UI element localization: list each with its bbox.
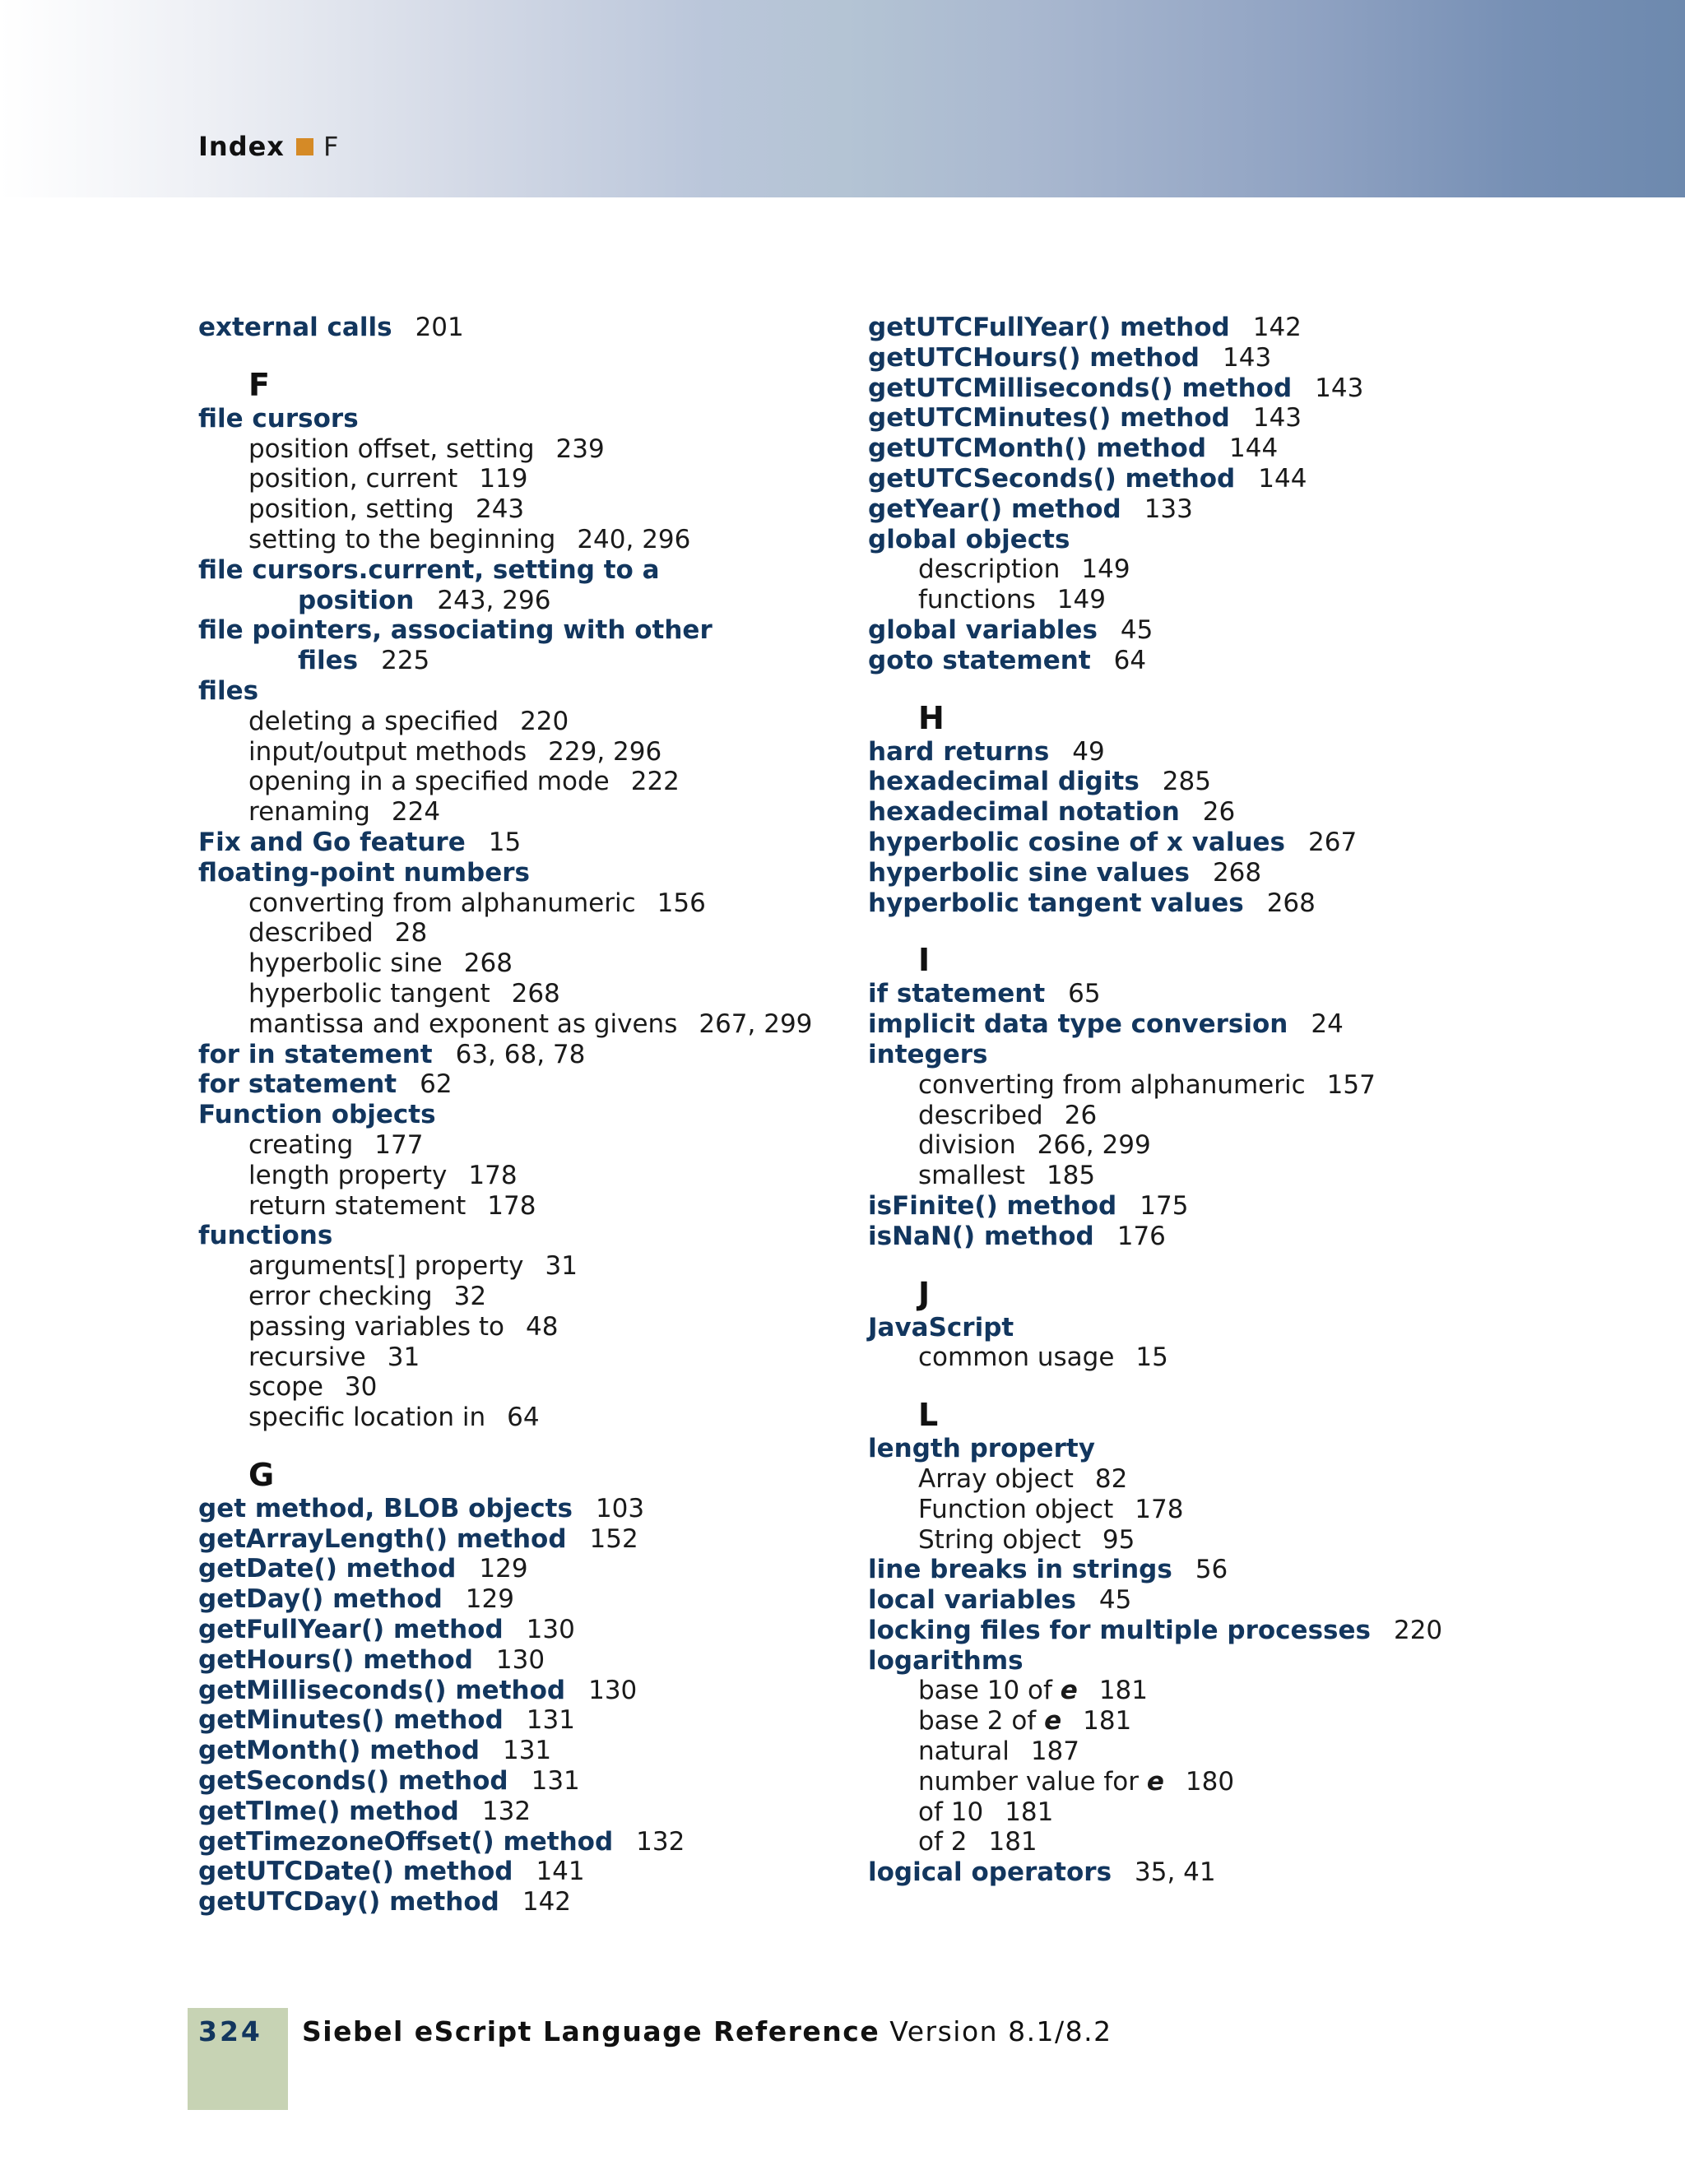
page-refs[interactable]: 149 <box>1056 585 1106 615</box>
page-refs[interactable]: 157 <box>1326 1069 1376 1100</box>
index-term[interactable]: getUTCMilliseconds() method <box>868 373 1293 403</box>
index-term[interactable]: hard returns <box>868 736 1050 767</box>
index-entry <box>868 1585 1608 1616</box>
page-refs[interactable]: 181 <box>1083 1706 1132 1737</box>
subentry-text: position, setting <box>248 494 454 525</box>
page-refs[interactable]: 268 <box>1266 888 1316 918</box>
page-refs[interactable]: 141 <box>536 1857 585 1887</box>
index-entry <box>868 1040 1608 1070</box>
section-letter-j: J <box>918 1275 931 1312</box>
index-subentry <box>198 1342 840 1373</box>
page-refs[interactable]: 48 <box>525 1311 559 1342</box>
index-entry <box>198 1766 840 1797</box>
index-term[interactable]: getUTCDate() method <box>198 1857 513 1887</box>
header-banner <box>0 0 1685 197</box>
index-term[interactable]: getFullYear() method <box>198 1615 504 1645</box>
index-term[interactable]: isNaN() method <box>868 1221 1094 1251</box>
book-title: Siebel eScript Language Reference <box>302 2015 880 2047</box>
subentry-text: input/output methods <box>248 736 527 767</box>
index-term[interactable]: file cursors.current, setting to a <box>198 554 660 585</box>
footer-book-info <box>302 2015 1112 2047</box>
subentry-text: natural <box>918 1737 1010 1767</box>
index-term[interactable]: getTimezoneOffset() method <box>198 1826 614 1857</box>
index-subentry <box>198 767 840 797</box>
page-refs[interactable]: 32 <box>453 1281 487 1311</box>
index-subentry <box>868 1797 1608 1828</box>
index-term[interactable]: hyperbolic tangent values <box>868 888 1244 918</box>
page-refs[interactable]: 178 <box>487 1190 536 1221</box>
index-term[interactable]: global variables <box>868 614 1098 645</box>
page-refs[interactable]: 156 <box>657 888 706 918</box>
index-entry <box>868 1616 1608 1646</box>
index-subentry <box>198 918 840 948</box>
index-entry <box>868 494 1608 525</box>
index-term[interactable]: logical operators <box>868 1857 1112 1888</box>
index-entry <box>198 1705 840 1736</box>
index-entry <box>198 1494 840 1524</box>
page-refs[interactable]: 266, 299 <box>1037 1130 1151 1161</box>
index-entry <box>868 888 1608 919</box>
index-subentry <box>868 1676 1608 1706</box>
index-subentry <box>198 494 840 525</box>
index-subentry <box>868 1161 1608 1191</box>
subentry-text: converting from alphanumeric <box>918 1069 1306 1100</box>
section-letter-f: F <box>248 366 270 403</box>
index-subentry <box>868 1706 1608 1737</box>
index-subentry <box>198 1403 840 1433</box>
page-refs[interactable]: 56 <box>1195 1555 1228 1585</box>
index-term[interactable]: for statement <box>198 1069 397 1100</box>
index-term[interactable]: Fix and Go feature <box>198 827 466 857</box>
subentry-text: specific location in <box>248 1403 486 1433</box>
index-entry <box>868 434 1608 464</box>
page-refs[interactable]: 180 <box>1185 1766 1235 1797</box>
index-subentry <box>198 948 840 979</box>
page-refs[interactable]: 181 <box>988 1827 1037 1857</box>
index-subentry <box>198 1191 840 1222</box>
subentry-text: common usage <box>918 1342 1115 1373</box>
index-subentry <box>868 1130 1608 1161</box>
index-entry <box>868 646 1608 676</box>
index-entry <box>198 1524 840 1555</box>
index-term[interactable]: getUTCFullYear() method <box>868 313 1230 342</box>
index-term[interactable]: goto statement <box>868 645 1091 675</box>
index-term[interactable]: getMonth() method <box>198 1736 480 1766</box>
index-entry <box>198 555 840 586</box>
index-entry <box>198 1615 840 1645</box>
page-refs[interactable]: 130 <box>495 1644 545 1675</box>
page-refs[interactable]: 24 <box>1311 1009 1344 1040</box>
index-term[interactable]: length property <box>868 1434 1095 1464</box>
index-entry <box>868 373 1608 404</box>
page-refs[interactable]: 178 <box>1135 1494 1184 1524</box>
math-e-symbol: e <box>1146 1766 1164 1797</box>
index-entry <box>868 858 1608 888</box>
index-entry <box>198 615 840 646</box>
index-entry <box>198 1857 840 1887</box>
page-refs[interactable]: 28 <box>394 918 428 948</box>
subentry-text: arguments[] property <box>248 1251 524 1282</box>
index-term[interactable]: hyperbolic cosine of x values <box>868 827 1285 857</box>
subentry-text: converting from alphanumeric <box>248 888 636 918</box>
page-refs[interactable]: 131 <box>526 1705 575 1736</box>
index-entry <box>868 1313 1608 1343</box>
index-subentry <box>198 888 840 919</box>
index-column-left <box>198 313 840 1917</box>
index-subentry <box>868 1101 1608 1131</box>
index-entry <box>198 1221 840 1251</box>
index-entry <box>198 1069 840 1100</box>
index-entry <box>198 1040 840 1070</box>
subentry-text: number value for <box>918 1766 1139 1797</box>
index-subentry <box>198 1251 840 1282</box>
page-refs[interactable]: 130 <box>588 1675 638 1705</box>
index-entry <box>198 1797 840 1827</box>
page-refs[interactable]: 63, 68, 78 <box>455 1039 586 1069</box>
subentry-text: of 2 <box>918 1827 968 1857</box>
index-term[interactable]: local variables <box>868 1585 1076 1616</box>
index-subentry <box>868 1464 1608 1495</box>
page-refs[interactable]: 45 <box>1098 1585 1132 1616</box>
page-refs[interactable]: 143 <box>1252 403 1302 434</box>
index-subentry <box>198 525 840 555</box>
subentry-text: mantissa and exponent as givens <box>248 1009 678 1039</box>
section-letter-g: G <box>248 1456 275 1493</box>
page-refs[interactable]: 144 <box>1229 434 1279 464</box>
index-term[interactable]: getUTCMonth() method <box>868 434 1207 464</box>
subentry-text: String object <box>918 1524 1081 1555</box>
index-entry <box>868 1555 1608 1585</box>
page-refs[interactable]: 129 <box>465 1584 514 1615</box>
page-refs[interactable]: 177 <box>374 1129 424 1160</box>
subentry-text: hyperbolic sine <box>248 948 443 979</box>
index-term[interactable]: getYear() method <box>868 494 1121 524</box>
page-refs[interactable]: 129 <box>479 1554 528 1584</box>
page-refs[interactable]: 268 <box>511 978 560 1009</box>
subentry-text: smallest <box>918 1161 1025 1191</box>
index-term[interactable]: logarithms <box>868 1645 1024 1676</box>
page-refs[interactable]: 65 <box>1068 979 1101 1009</box>
page-refs[interactable]: 239 <box>555 434 605 464</box>
page-refs[interactable]: 131 <box>502 1736 552 1766</box>
index-entry <box>868 737 1608 767</box>
index-term[interactable]: hexadecimal notation <box>868 797 1180 828</box>
index-subentry <box>198 737 840 767</box>
page-refs[interactable]: 62 <box>420 1069 453 1100</box>
index-term[interactable]: file cursors <box>198 403 359 434</box>
page-refs[interactable]: 130 <box>526 1615 575 1645</box>
index-term[interactable]: integers <box>868 1039 988 1069</box>
index-entry <box>868 313 1608 343</box>
breadcrumb <box>198 130 338 163</box>
page-refs[interactable]: 268 <box>1212 857 1262 888</box>
index-entry <box>868 1009 1608 1040</box>
page-refs[interactable]: 176 <box>1116 1221 1166 1251</box>
subentry-text: base 10 of <box>918 1676 1052 1706</box>
index-entry-continuation <box>198 586 840 616</box>
subentry-text: functions <box>918 585 1036 615</box>
index-term[interactable]: getDate() method <box>198 1554 457 1584</box>
index-term[interactable]: getMinutes() method <box>198 1705 504 1736</box>
index-term[interactable]: floating-point numbers <box>198 857 530 888</box>
book-version: Version 8.1/8.2 <box>889 2015 1112 2047</box>
subentry-text: hyperbolic tangent <box>248 978 490 1009</box>
page-refs[interactable]: 175 <box>1140 1190 1189 1221</box>
index-subentry <box>198 1009 840 1040</box>
index-entry-continuation <box>198 646 840 676</box>
index-term[interactable]: line breaks in strings <box>868 1555 1172 1585</box>
index-subentry <box>868 1767 1608 1797</box>
index-term[interactable]: global objects <box>868 524 1070 554</box>
index-entry <box>198 313 840 343</box>
subentry-text: creating <box>248 1129 354 1160</box>
page-refs[interactable]: 152 <box>589 1523 638 1554</box>
index-column-right <box>868 313 1608 1888</box>
page-refs[interactable]: 133 <box>1144 494 1193 524</box>
page-refs[interactable]: 131 <box>531 1766 580 1797</box>
page-refs[interactable]: 103 <box>595 1493 645 1523</box>
index-entry <box>868 343 1608 373</box>
subentry-text: setting to the beginning <box>248 524 556 554</box>
page-refs[interactable]: 178 <box>468 1160 518 1190</box>
page-refs[interactable]: 49 <box>1072 736 1105 767</box>
index-entry <box>868 464 1608 494</box>
index-subentry <box>198 1161 840 1191</box>
subentry-text: renaming <box>248 797 370 828</box>
section-letter-i: I <box>918 942 931 979</box>
page-refs[interactable]: 119 <box>479 464 528 494</box>
index-entry <box>868 1857 1608 1888</box>
index-term[interactable]: getUTCMinutes() method <box>868 403 1230 434</box>
index-entry <box>868 797 1608 828</box>
index-subentry <box>198 1282 840 1312</box>
index-term[interactable]: files <box>198 675 259 706</box>
index-subentry <box>868 1342 1608 1373</box>
page-refs[interactable]: 31 <box>387 1342 420 1372</box>
index-subentry <box>868 1525 1608 1556</box>
subentry-text: recursive <box>248 1342 366 1372</box>
subentry-text: described <box>248 918 374 948</box>
index-term[interactable]: isFinite() method <box>868 1190 1117 1221</box>
index-term[interactable]: locking files for multiple processes <box>868 1615 1371 1645</box>
index-term[interactable]: for in statement <box>198 1039 433 1069</box>
page-refs[interactable]: 185 <box>1046 1161 1096 1191</box>
index-entry <box>868 828 1608 858</box>
index-entry <box>868 767 1608 797</box>
page-refs[interactable]: 82 <box>1094 1463 1128 1494</box>
subentry-text: deleting a specified <box>248 706 499 736</box>
index-term[interactable]: getDay() method <box>198 1584 443 1615</box>
breadcrumb-letter: F <box>323 131 339 162</box>
page-refs[interactable]: 240, 296 <box>577 524 691 554</box>
page-refs[interactable]: 95 <box>1102 1524 1135 1555</box>
index-subentry <box>868 1827 1608 1857</box>
index-entry <box>198 1676 840 1706</box>
math-e-symbol: e <box>1060 1676 1078 1706</box>
index-subentry <box>198 979 840 1009</box>
index-term[interactable]: hexadecimal digits <box>868 767 1140 797</box>
page-refs[interactable]: 267 <box>1308 827 1358 857</box>
page-refs[interactable]: 143 <box>1223 342 1272 373</box>
index-term[interactable]: getHours() method <box>198 1644 473 1675</box>
index-subentry <box>868 554 1608 585</box>
page-refs[interactable]: 143 <box>1315 373 1364 403</box>
index-term-continued[interactable]: files <box>298 646 359 676</box>
page-refs[interactable]: 64 <box>1113 645 1147 675</box>
index-subentry <box>868 1737 1608 1767</box>
index-subentry <box>198 1372 840 1403</box>
page-refs[interactable]: 132 <box>636 1826 685 1857</box>
page-refs[interactable]: 187 <box>1030 1737 1079 1767</box>
index-entry <box>868 525 1608 555</box>
page-refs[interactable]: 26 <box>1064 1100 1098 1130</box>
section-letter-l: L <box>918 1397 939 1434</box>
subentry-text: length property <box>248 1160 448 1190</box>
index-term[interactable]: file pointers, associating with other <box>198 615 713 646</box>
index-term[interactable]: hyperbolic sine values <box>868 857 1190 888</box>
index-entry <box>198 858 840 888</box>
page-refs[interactable]: 142 <box>1252 313 1302 342</box>
index-subentry <box>198 464 840 494</box>
page-refs[interactable]: 30 <box>344 1372 378 1403</box>
page-refs[interactable]: 268 <box>463 948 513 979</box>
index-subentry <box>198 1130 840 1161</box>
math-e-symbol: e <box>1044 1706 1062 1737</box>
index-entry <box>198 404 840 434</box>
index-term[interactable]: JavaScript <box>868 1312 1014 1342</box>
index-subentry <box>868 585 1608 615</box>
subentry-text: described <box>918 1100 1043 1130</box>
page-refs[interactable]: 285 <box>1162 767 1211 797</box>
index-entry <box>868 1434 1608 1464</box>
page-refs[interactable]: 222 <box>630 767 680 797</box>
page-refs[interactable]: 35, 41 <box>1135 1857 1216 1888</box>
index-term[interactable]: functions <box>198 1221 333 1251</box>
page-refs[interactable]: 267, 299 <box>699 1009 813 1039</box>
index-entry <box>198 1827 840 1857</box>
subentry-text: error checking <box>248 1281 433 1311</box>
index-entry <box>868 1222 1608 1252</box>
page-refs[interactable]: 181 <box>1098 1676 1148 1706</box>
page-refs[interactable]: 26 <box>1202 797 1236 828</box>
index-subentry <box>868 1070 1608 1101</box>
index-entry <box>198 1736 840 1766</box>
index-subentry <box>868 1495 1608 1525</box>
index-term[interactable]: getUTCHours() method <box>868 342 1200 373</box>
index-entry <box>868 615 1608 646</box>
page-refs[interactable]: 64 <box>507 1403 540 1433</box>
page-refs[interactable]: 243, 296 <box>437 585 551 615</box>
index-subentry <box>198 707 840 737</box>
page-refs[interactable]: 132 <box>481 1796 531 1826</box>
page-refs[interactable]: 224 <box>391 797 441 828</box>
page-refs[interactable]: 229, 296 <box>548 736 662 767</box>
index-subentry <box>198 434 840 465</box>
page-refs[interactable]: 142 <box>522 1887 572 1917</box>
page-refs[interactable]: 149 <box>1081 554 1130 585</box>
index-subentry <box>198 1312 840 1342</box>
page-refs[interactable]: 15 <box>1135 1342 1168 1373</box>
index-entry <box>198 676 840 707</box>
subentry-text: Function object <box>918 1494 1114 1524</box>
index-subentry <box>198 797 840 828</box>
subentry-text: description <box>918 554 1061 585</box>
page-refs[interactable]: 45 <box>1120 614 1154 645</box>
page-refs[interactable]: 144 <box>1258 463 1307 494</box>
index-term[interactable]: Function objects <box>198 1100 436 1130</box>
index-term[interactable]: implicit data type conversion <box>868 1009 1288 1040</box>
index-entry <box>198 1645 840 1676</box>
breadcrumb-separator-square <box>296 138 313 155</box>
page-refs[interactable]: 181 <box>1005 1797 1054 1827</box>
index-entry <box>868 979 1608 1009</box>
subentry-text: position offset, setting <box>248 434 535 464</box>
index-entry <box>198 828 840 858</box>
page-refs[interactable]: 225 <box>381 646 430 676</box>
subentry-text: scope <box>248 1372 323 1403</box>
index-term[interactable]: getArrayLength() method <box>198 1523 567 1554</box>
subentry-text: base 2 of <box>918 1706 1037 1737</box>
index-term[interactable]: get method, BLOB objects <box>198 1493 573 1523</box>
page-refs[interactable]: 15 <box>488 827 522 857</box>
subentry-text: opening in a specified mode <box>248 767 610 797</box>
page-refs[interactable]: 243 <box>475 494 525 525</box>
index-entry <box>198 1887 840 1917</box>
index-term[interactable]: getUTCDay() method <box>198 1887 499 1917</box>
page-number: 324 <box>198 2015 262 2047</box>
index-entry <box>868 403 1608 434</box>
page-refs[interactable]: 220 <box>1393 1615 1443 1645</box>
page-refs[interactable]: 220 <box>520 706 569 736</box>
index-entry <box>868 1191 1608 1222</box>
subentry-text: position, current <box>248 464 458 494</box>
index-entry <box>868 1646 1608 1676</box>
index-term[interactable]: getSeconds() method <box>198 1766 508 1797</box>
index-entry <box>198 1584 840 1615</box>
index-entry <box>198 1100 840 1130</box>
index-term[interactable]: getTIme() method <box>198 1796 459 1826</box>
page-refs[interactable]: 201 <box>415 313 464 342</box>
index-term[interactable]: if statement <box>868 979 1046 1009</box>
index-term[interactable]: external calls <box>198 313 392 342</box>
section-letter-h: H <box>918 699 945 736</box>
breadcrumb-section[interactable]: Index <box>198 131 285 162</box>
subentry-text: of 10 <box>918 1797 984 1827</box>
subentry-text: Array object <box>918 1463 1074 1494</box>
subentry-text: division <box>918 1130 1016 1161</box>
index-entry <box>198 1554 840 1584</box>
index-term[interactable]: getMilliseconds() method <box>198 1675 566 1705</box>
subentry-text: passing variables to <box>248 1311 504 1342</box>
index-term[interactable]: getUTCSeconds() method <box>868 463 1236 494</box>
subentry-text: return statement <box>248 1190 467 1221</box>
page-refs[interactable]: 31 <box>545 1251 578 1282</box>
index-term-continued[interactable]: position <box>298 585 415 615</box>
